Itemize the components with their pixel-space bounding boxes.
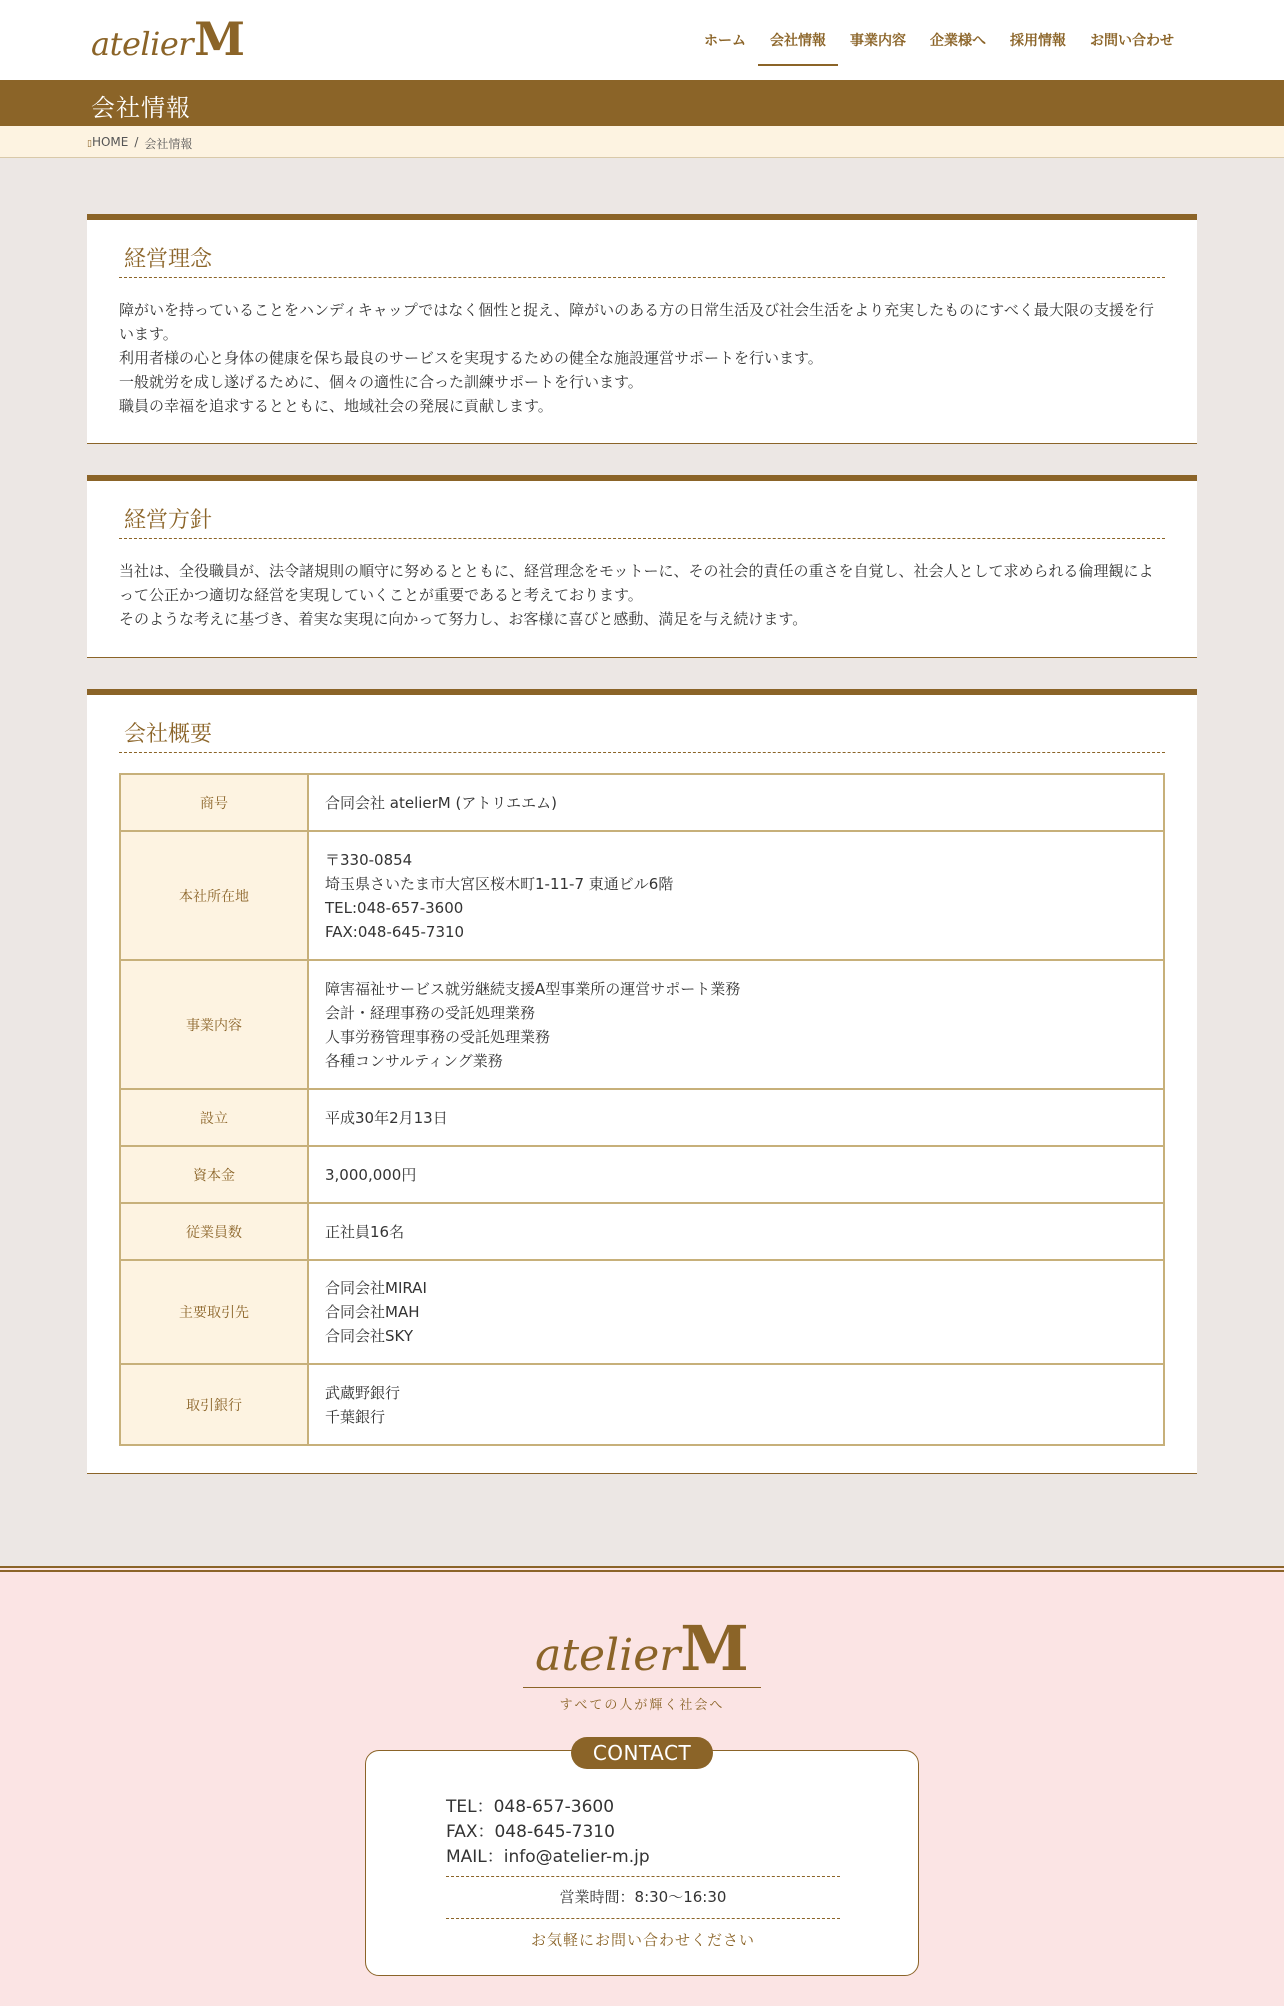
value-line: 平成30年2月13日 bbox=[325, 1108, 448, 1127]
footer-logo-big: M bbox=[680, 1612, 749, 1685]
contact-fax: FAX：048-645-7310 bbox=[446, 1822, 615, 1842]
contact-cta[interactable]: お気軽にお問い合わせください bbox=[530, 1931, 755, 1949]
value-line: TEL:048-657-3600 bbox=[325, 898, 464, 917]
footer-tagline: すべての人が輝く社会へ bbox=[559, 1698, 725, 1713]
value-line: 障害福祉サービス就労継続支援A型事業所の運営サポート業務 bbox=[325, 979, 741, 998]
row-label: 商号 bbox=[120, 774, 308, 831]
value-line: 合同会社MAH bbox=[325, 1303, 420, 1321]
site-logo[interactable] bbox=[91, 12, 245, 66]
row-value bbox=[308, 1146, 1164, 1203]
home-icon: ▯ bbox=[87, 139, 92, 149]
philosophy-line: 一般就労を成し遂げるために、個々の適性に合った訓練サポートを行います。 bbox=[119, 373, 643, 391]
breadcrumb-current: 会社情報 bbox=[144, 137, 193, 151]
philosophy-line: 障がいを持っていることをハンディキャップではなく個性と捉え、障がいのある方の日常生活及び社会生活をより充実したものにすべく最大限の支援を行います。 bbox=[119, 301, 1154, 343]
value-line: 人事労務管理事務の受託処理業務 bbox=[325, 1027, 551, 1046]
breadcrumb-separator: / bbox=[134, 135, 139, 149]
nav-home[interactable]: ホーム bbox=[704, 33, 746, 49]
value-line: 武蔵野銀行 bbox=[325, 1383, 401, 1402]
nav-recruit[interactable]: 採用情報 bbox=[1010, 33, 1066, 49]
main-nav bbox=[692, 22, 1186, 66]
row-label: 資本金 bbox=[120, 1146, 308, 1203]
breadcrumb bbox=[0, 126, 1284, 158]
row-value bbox=[308, 1260, 1164, 1364]
row-label: 事業内容 bbox=[120, 960, 308, 1089]
value-line: 各種コンサルティング業務 bbox=[325, 1051, 503, 1070]
value-line: 会計・経理事務の受託処理業務 bbox=[325, 1003, 536, 1022]
table-row bbox=[120, 1203, 1164, 1260]
value-line: 合同会社SKY bbox=[325, 1327, 413, 1345]
table-row bbox=[120, 1146, 1164, 1203]
row-label: 従業員数 bbox=[120, 1203, 308, 1260]
table-row bbox=[120, 1089, 1164, 1146]
row-value bbox=[308, 960, 1164, 1089]
table-row bbox=[120, 774, 1164, 831]
table-row bbox=[120, 1260, 1164, 1364]
table-row bbox=[120, 1364, 1164, 1445]
row-label: 主要取引先 bbox=[120, 1260, 308, 1364]
value-line: 埼玉県さいたま市大宮区桜木町1-11-7 東通ビル6階 bbox=[325, 874, 674, 893]
row-value bbox=[308, 831, 1164, 960]
footer-logo[interactable] bbox=[523, 1612, 761, 1713]
page-title: 会社情報 bbox=[91, 94, 191, 122]
breadcrumb-home[interactable] bbox=[87, 135, 128, 152]
value-line: 〒330-0854 bbox=[325, 850, 413, 869]
row-value bbox=[308, 774, 1164, 831]
nav-company[interactable]: 会社情報 bbox=[758, 22, 838, 66]
table-row bbox=[120, 960, 1164, 1089]
contact-mail[interactable]: MAIL：info@atelier-m.jp bbox=[446, 1847, 650, 1867]
logo-text-big: M bbox=[194, 12, 245, 66]
value-line: 合同会社 atelierM (アトリエエム) bbox=[325, 793, 557, 812]
footer-wordmark bbox=[523, 1612, 761, 1688]
contact-info bbox=[446, 1795, 650, 1870]
row-value bbox=[308, 1203, 1164, 1260]
breadcrumb-home-label: HOME bbox=[91, 135, 129, 149]
table-row bbox=[120, 831, 1164, 960]
value-line: FAX:048-645-7310 bbox=[325, 922, 465, 941]
row-label: 本社所在地 bbox=[120, 831, 308, 960]
contact-box bbox=[365, 1741, 919, 1976]
page-title-bar bbox=[0, 80, 1284, 126]
logo-text-lower: atelier bbox=[91, 25, 194, 63]
contact-tel[interactable]: TEL：048-657-3600 bbox=[446, 1797, 615, 1817]
value-line: 合同会社MIRAI bbox=[325, 1279, 427, 1297]
footer-logo-lower: atelier bbox=[535, 1630, 681, 1681]
company-overview-table bbox=[119, 773, 1165, 1446]
nav-business[interactable]: 事業内容 bbox=[850, 33, 906, 49]
philosophy-line: 利用者様の心と身体の健康を保ち最良のサービスを実現するための健全な施設運営サポートを行います。 bbox=[119, 349, 823, 367]
business-hours: 営業時間：8:30〜16:30 bbox=[446, 1876, 840, 1919]
philosophy-line: 職員の幸福を追求するとともに、地域社会の発展に貢献します。 bbox=[119, 397, 553, 415]
site-footer bbox=[0, 1566, 1284, 2006]
overview-section bbox=[87, 689, 1197, 1474]
philosophy-heading: 経営理念 bbox=[119, 242, 1165, 278]
value-line: 3,000,000円 bbox=[325, 1165, 417, 1184]
policy-heading: 経営方針 bbox=[119, 503, 1165, 539]
philosophy-section bbox=[87, 214, 1197, 444]
policy-section bbox=[87, 475, 1197, 658]
row-value bbox=[308, 1364, 1164, 1445]
site-header bbox=[0, 0, 1284, 80]
overview-heading: 会社概要 bbox=[119, 717, 1165, 753]
value-line: 正社員16名 bbox=[325, 1222, 405, 1241]
row-label: 取引銀行 bbox=[120, 1364, 308, 1445]
policy-line: そのような考えに基づき、着実な実現に向かって努力し、お客様に喜びと感動、満足を与え続けます。 bbox=[119, 610, 808, 628]
nav-for-companies[interactable]: 企業様へ bbox=[930, 33, 986, 49]
row-value bbox=[308, 1089, 1164, 1146]
policy-line: 当社は、全役職員が、法令諸規則の順守に努めるとともに、経営理念をモットーに、その社会的責任の重さを自覚し、社会人として求められる倫理観によって公正かつ適切な経営を実現していくことが重要であると考えております。 bbox=[119, 562, 1154, 604]
value-line: 千葉銀行 bbox=[325, 1407, 386, 1426]
nav-contact[interactable]: お問い合わせ bbox=[1090, 33, 1174, 49]
contact-badge: CONTACT bbox=[571, 1737, 713, 1769]
row-label: 設立 bbox=[120, 1089, 308, 1146]
